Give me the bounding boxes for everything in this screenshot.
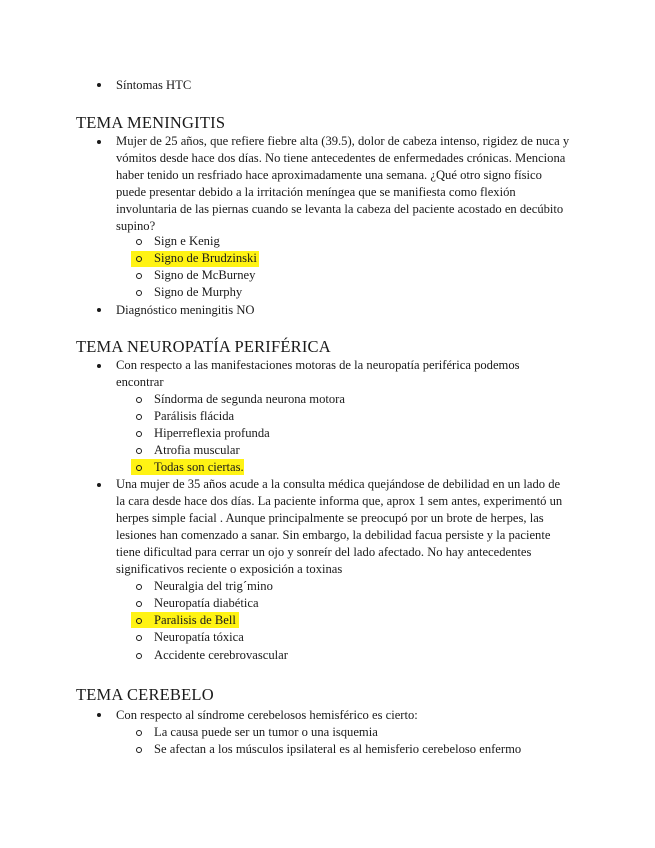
sub-bullet (136, 239, 142, 245)
section-heading: TEMA NEUROPATÍA PERIFÉRICA (76, 337, 331, 356)
question-text: Una mujer de 35 años acude a la consulta médica quejándose de debilidad en un lado de la cara desde hace dos días. La paciente informa que, aprox 1 sem antes, experimentó un herpes simple facial . Aunque principalmente se preocupó por un brote de herpes, las lesiones han comenzado a sanar. Sin embargo, la debilidad facua persiste y la paciente tiene dificultad para cerrar un ojo y sonreír del lado afectado. No hay antecedentes significativos reciente o exposición a toxinas (116, 477, 563, 576)
sub-bullet (136, 431, 142, 437)
sub-bullet (136, 584, 142, 590)
list-item-text: Con respecto al síndrome cerebelosos hemisférico es cierto: (116, 708, 418, 722)
sub-bullet (136, 635, 142, 641)
option-text: Signo de Murphy (154, 285, 243, 299)
option-text-highlighted: Todas son ciertas. (154, 460, 244, 474)
section-heading: TEMA CEREBELO (76, 685, 214, 704)
option-text-highlighted: Signo de Brudzinski (154, 251, 257, 265)
option-text: Atrofia muscular (154, 443, 240, 457)
option-text: Sign e Kenig (154, 234, 220, 248)
sub-bullet (136, 273, 142, 279)
sub-bullet (136, 618, 142, 624)
option-text: Parálisis flácida (154, 409, 235, 423)
list-item-text: Diagnóstico meningitis NO (116, 303, 255, 317)
sub-bullet (136, 256, 142, 262)
sub-bullet (136, 414, 142, 420)
bullet (97, 83, 101, 87)
option-text: Accidente cerebrovascular (154, 648, 288, 662)
bullet (97, 364, 101, 368)
option-text: Signo de McBurney (154, 268, 256, 282)
option-text: Hiperreflexia profunda (154, 426, 270, 440)
sub-bullet (136, 397, 142, 403)
option-text: Síndorma de segunda neurona motora (154, 392, 345, 406)
option-text: Se afectan a los músculos ipsilateral es al hemisferio cerebeloso enfermo (154, 742, 522, 756)
question-text: Mujer de 25 años, que refiere fiebre alta (39.5), dolor de cabeza intenso, rigidez de nuca y vómitos desde hace dos días. No tiene antecedentes de enfermedades crónicas. Menciona haber tenido un resfriado hace aproximadamente una semana. ¿Qué otro signo físico puede presentar debido a la irritación meníngea que se manifiesta como flexión involuntaria de las piernas cuando se levanta la cabeza del paciente acostado en decúbito supino? (116, 134, 570, 233)
option-text-highlighted: Paralisis de Bell (154, 613, 236, 627)
bullet (97, 713, 101, 717)
bullet (97, 140, 101, 144)
sub-bullet (136, 448, 142, 454)
sub-bullet (136, 601, 142, 607)
option-text: Neuralgia del trig´mino (154, 579, 273, 593)
list-item-text: Síntomas HTC (116, 78, 192, 92)
option-text: Neuropatía tóxica (154, 630, 244, 644)
sub-bullet (136, 730, 142, 736)
option-text: La causa puede ser un tumor o una isquemia (154, 725, 378, 739)
sub-bullet (136, 653, 142, 659)
sub-bullet (136, 290, 142, 296)
bullet (97, 483, 101, 487)
bullet (97, 308, 101, 312)
question-text: Con respecto a las manifestaciones motoras de la neuropatía periférica podemos encontrar (116, 358, 520, 389)
sub-bullet (136, 465, 142, 471)
section-heading: TEMA MENINGITIS (76, 113, 226, 132)
sub-bullet (136, 747, 142, 753)
option-text: Neuropatía diabética (154, 596, 259, 610)
